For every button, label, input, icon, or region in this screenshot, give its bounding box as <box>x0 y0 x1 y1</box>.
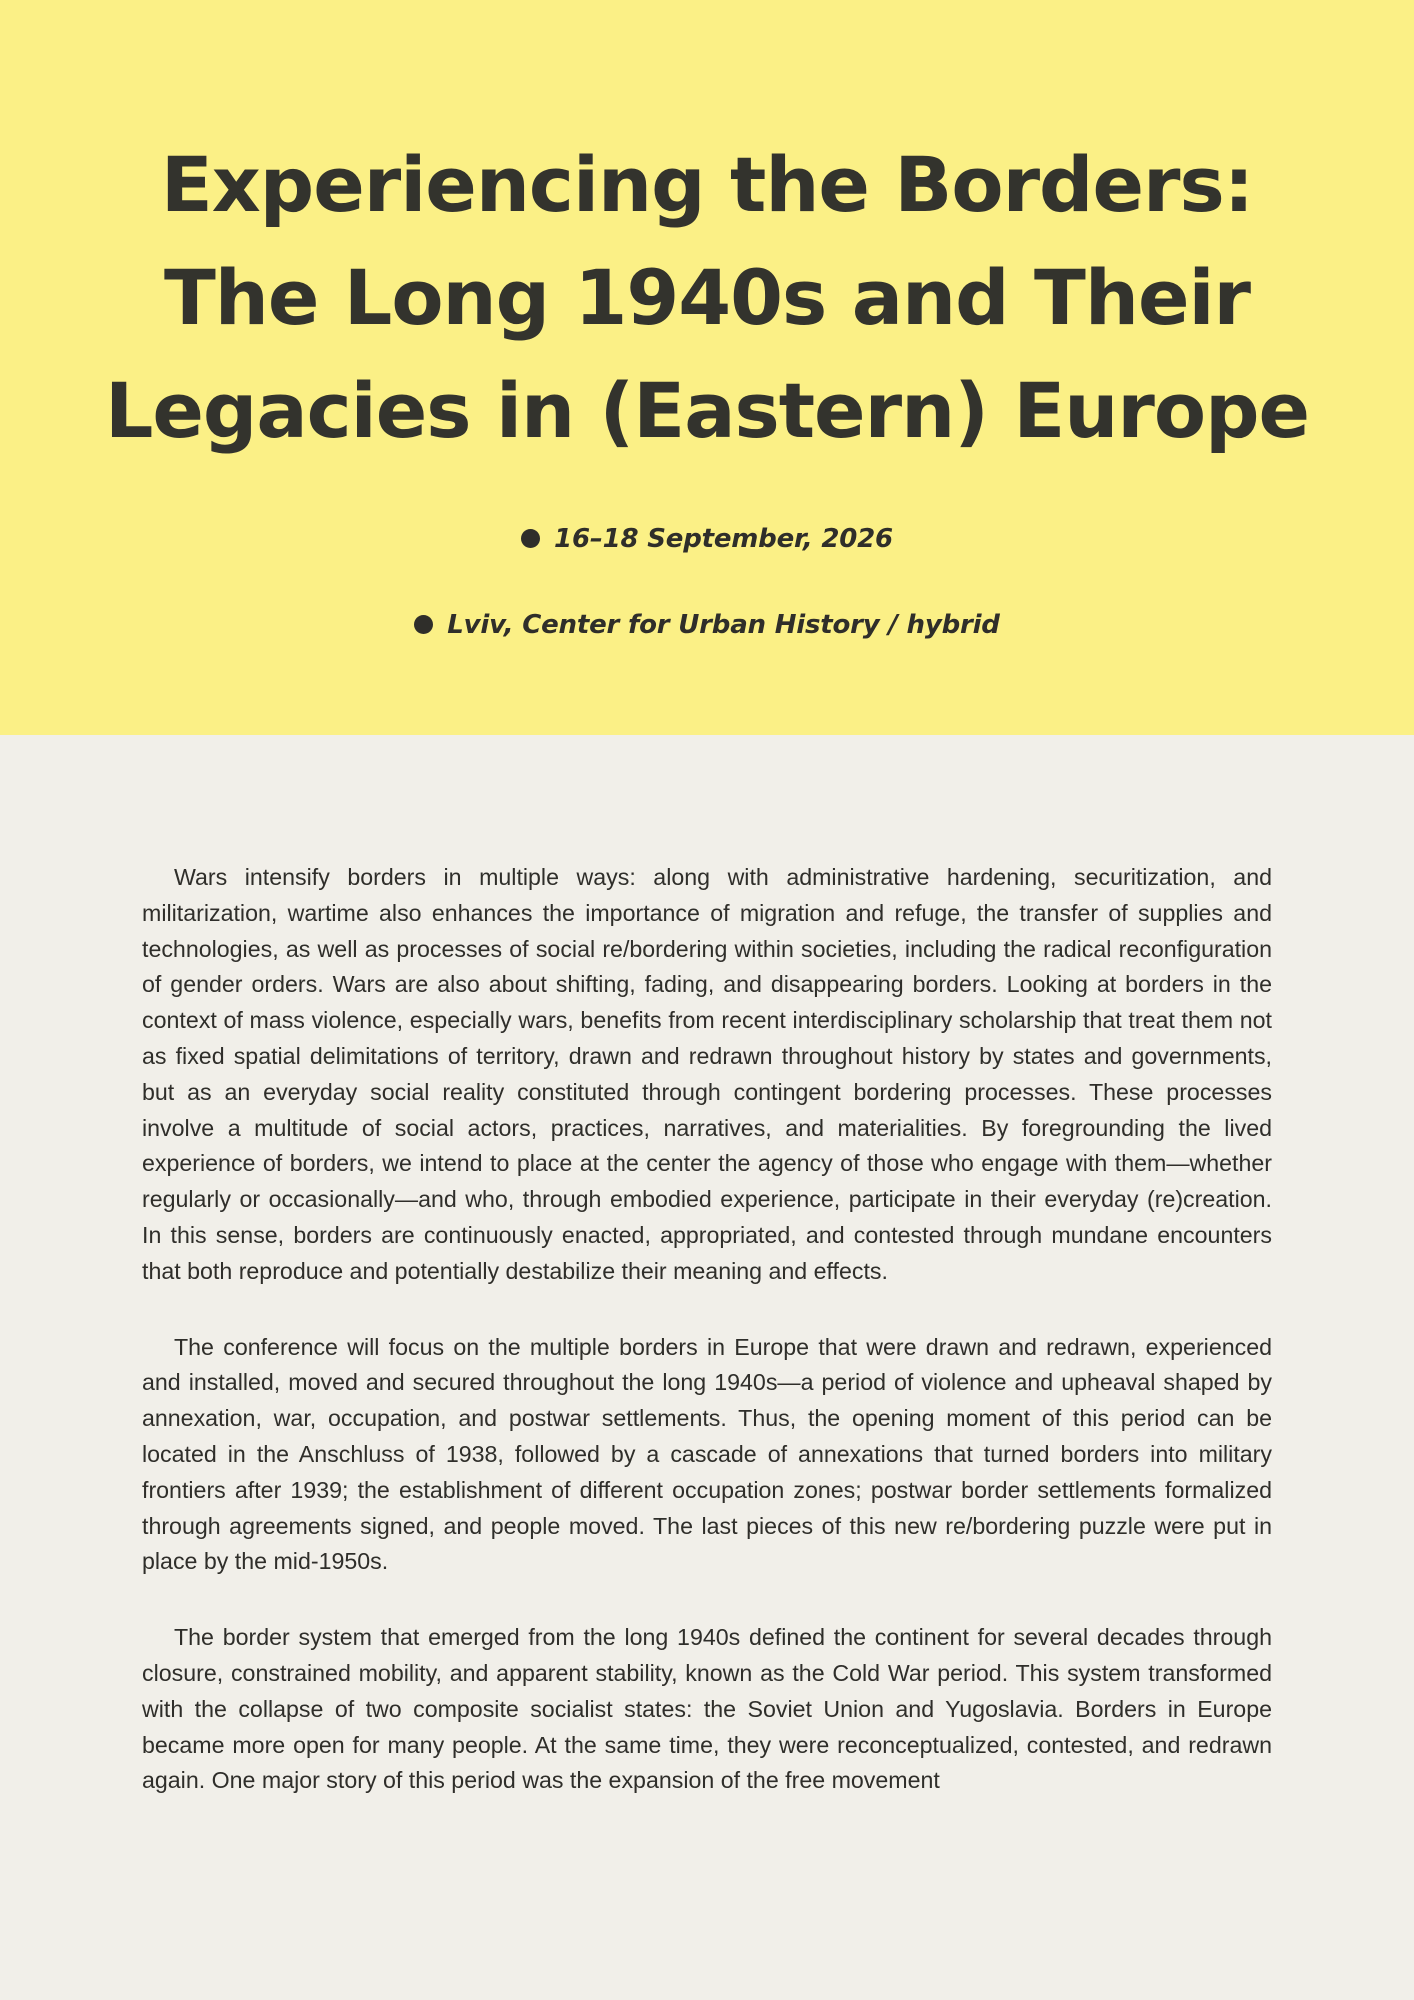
paragraph-2: The conference will focus on the multiple borders in Europe that were drawn and redrawn, experienced and installed, moved and secured throughout the long 1940s—a period of violence and upheaval shaped by annexation, war, occupation, and postwar settlements. Thus, the opening moment of this period can be located in the Anschluss of 1938, followed by a cascade of annexations that turned borders into military frontiers after 1939; the establishment of different occupation zones; postwar border settlements formalized through agreements signed, and people moved. The last pieces of this new re/bordering puzzle were put in place by the mid-1950s. <box>142 1333 1272 1575</box>
paragraph-3: The border system that emerged from the long 1940s defined the continent for several decades through closure, constrained mobility, and apparent stability, known as the Cold War period. This system transformed with the collapse of two composite socialist states: the Soviet Union and Yugoslavia. Borders in Europe became more open for many people. At the same time, they were reconceptualized, contested, and redrawn again. One major story of this period was the expansion of the free movement <box>142 1624 1272 1794</box>
header-banner <box>0 0 1414 735</box>
bullet-icon <box>414 615 433 634</box>
paragraph-1: Wars intensify borders in multiple ways: along with administrative hardening, securitization, and militarization, wartime also enhances the importance of migration and refuge, the transfer of supplies and technologies, as well as processes of social re/bordering within societies, including the radical reconfiguration of gender orders. Wars are also about shifting, fading, and disappearing borders. Looking at borders in the context of mass violence, especially wars, benefits from recent interdisciplinary scholarship that treat them not as fixed spatial delimitations of territory, drawn and redrawn throughout history by states and governments, but as an everyday social reality constituted through contingent bordering processes. These processes involve a multitude of social actors, practices, narratives, and materialities. By foregrounding the lived experience of borders, we intend to place at the center the agency of those who engage with them—whether regularly or occasionally—and who, through embodied experience, participate in their everyday (re)creation. In this sense, borders are continuously enacted, appropriated, and contested through mundane encounters that both reproduce and potentially destabilize their meaning and effects. <box>142 864 1272 1284</box>
title-line-2: The Long 1940s and Their <box>163 253 1251 342</box>
event-date <box>0 522 1414 556</box>
event-date-text: 16–18 September, 2026 <box>554 524 893 554</box>
title-line-3: Legacies in (Eastern) Europe <box>104 366 1310 455</box>
bullet-icon <box>521 529 540 548</box>
event-location <box>0 608 1414 642</box>
title-line-1: Experiencing the Borders: <box>160 140 1254 229</box>
event-location-text: Lviv, Center for Urban History / hybrid <box>447 610 1000 640</box>
body-text <box>142 860 1272 1839</box>
page-title <box>0 128 1414 467</box>
